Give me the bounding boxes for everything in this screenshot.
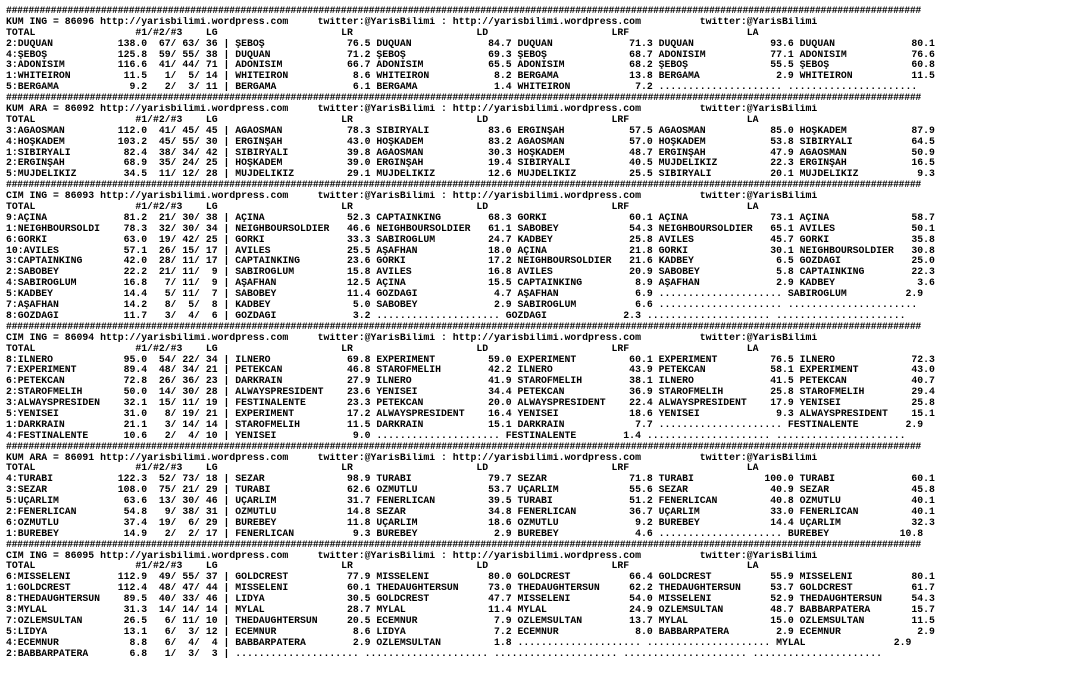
horse-row: 8:THEDAUGHTERSUN 89.5 40/ 33/ 46 | LİDYA 30.5 GOLDCREST 47.7 MISSELENI 54.0 MISSELENI 52.9 THEDAUGHTERSUN 54.3: [6, 594, 935, 605]
horse-row: 3:AĞAOSMAN 112.0 41/ 45/ 45 | AĞAOSMAN 78.3 SİBİRYALI 83.6 ERGİNŞAH 57.5 AĞAOSMAN 85.0 HOŞKADEM 87.9: [6, 125, 935, 136]
horse-row: 6:GÖRKİ 63.0 19/ 42/ 25 | GÖRKİ 33.3 SABIROĞLUM 24.7 KADBEY 25.8 AVILES 45.7 GÖRKİ 35.8: [6, 234, 935, 245]
column-headers: TOTAL #1/#2/#3 LG LR LD LRF LA: [6, 114, 759, 125]
horse-row: 5:BERGAMA 9.2 2/ 3/ 11 | BERGAMA 6.1 BERGAMA 1.4 WHITEIRON 7.2 ..................... ......................: [6, 82, 918, 93]
horse-row: 2:DUQUAN 138.0 67/ 63/ 36 | ŞEBOŞ 76.5 DUQUAN 84.7 DUQUAN 71.3 DUQUAN 93.6 DUQUAN 80.1: [6, 38, 935, 49]
horse-row: 1:SİBİRYALI 82.4 38/ 34/ 42 | SİBİRYALI 39.8 AĞAOSMAN 30.3 HOŞKADEM 48.7 ERGİNŞAH 47.9 AĞAOSMAN 50.9: [6, 147, 935, 158]
horse-row: 4:SABIROĞLUM 16.8 7/ 11/ 9 | AŞAFHAN 12.5 AÇINA 15.5 CAPTAINKING 8.9 AŞAFHAN 2.9 KADBEY 3.6: [6, 278, 935, 289]
horse-row: 2:BABBARPATERA 6.8 1/ 3/ 3 | ..................... ..................... ..................... ..................... ......................: [6, 648, 882, 659]
horse-row: 1:WHITEIRON 11.5 1/ 5/ 14 | WHITEIRON 8.6 WHITEIRON 8.2 BERGAMA 13.8 BERGAMA 2.9 WHITEIRON 11.5: [6, 71, 935, 82]
horse-row: 3:ALWAYSPRESIDEN 32.1 15/ 11/ 19 | FESTINALENTE 23.3 PETEKCAN 20.0 ALWAYSPRESIDENT 22.4 ALWAYSPRESIDENT 17.9 YENİSEİ 25.8: [6, 398, 935, 409]
race-report-sheet: [6, 6, 1071, 659]
horse-row: 8:GÖZDAĞI 11.7 3/ 4/ 6 | GÖZDAĞI 3.2 ..................... GÖZDAĞI 2.3 ..................... ......................: [6, 310, 906, 321]
race-header: CIM ING = 86093 http://yarisbilimi.wordpress.com twitter:@YarisBilimi : http://yarisbilimi.wordpress.com twitter:@YarisBilimi: [6, 191, 818, 202]
column-headers: TOTAL #1/#2/#3 LG LR LD LRF LA: [6, 343, 759, 354]
horse-row: 5:LİDYA 13.1 6/ 3/ 12 | ECEMNUR 8.6 LİDYA 7.2 ECEMNUR 8.0 BABBARPATERA 2.9 ECEMNUR 2.9: [6, 626, 935, 637]
horse-row: 6:ÖZMUTLU 37.4 19/ 6/ 29 | BÜREBEY 11.8 UÇARLIM 18.6 ÖZMUTLU 9.2 BÜREBEY 14.4 UÇARLIM 32.3: [6, 517, 935, 528]
horse-row: 5:UÇARLIM 63.6 13/ 30/ 46 | UÇARLIM 31.7 FENERLİCAN 39.5 TURABİ 51.2 FENERLİCAN 40.8 ÖZMUTLU 40.1: [6, 496, 935, 507]
horse-row: 2:STAROFMELİH 50.0 14/ 30/ 28 | ALWAYSPRESIDENT 23.6 YENİSEİ 34.4 PETEKCAN 36.9 STAROFMELİH 25.8 STAROFMELİH 29.4: [6, 387, 935, 398]
horse-row: 7:EXPERIMENT 89.4 48/ 34/ 21 | PETEKCAN 46.8 STAROFMELİH 42.2 ILNERO 43.9 PETEKCAN 58.1 EXPERIMENT 43.0: [6, 365, 935, 376]
horse-row: 4:ŞEBOŞ 125.8 59/ 55/ 38 | DUQUAN 71.2 ŞEBOŞ 69.3 ŞEBOŞ 68.7 ADONİSİM 77.1 ADONİSİM 76.6: [6, 49, 935, 60]
horse-row: 6:MISSELENI 112.9 49/ 55/ 37 | GOLDCREST 77.9 MISSELENI 80.0 GOLDCREST 66.4 GOLDCREST 55.9 MISSELENI 80.1: [6, 572, 935, 583]
horse-row: 6:PETEKCAN 72.8 26/ 36/ 23 | DARKRAIN 27.9 ILNERO 41.9 STAROFMELİH 38.1 ILNERO 41.5 PETEKCAN 40.7: [6, 376, 935, 387]
horse-row: 1:NEIGHBOURSOLDI 78.3 32/ 30/ 34 | NEIGHBOURSOLDIER 46.6 NEIGHBOURSOLDIER 61.1 SABOBEY 54.3 NEIGHBOURSOLDIER 65.1 AVILES 50.1: [6, 223, 935, 234]
column-headers: TOTAL #1/#2/#3 LG LR LD LRF LA: [6, 202, 759, 213]
race-header: CIM ING = 86095 http://yarisbilimi.wordpress.com twitter:@YarisBilimi : http://yarisbilimi.wordpress.com twitter:@YarisBilimi: [6, 550, 818, 561]
horse-row: 4:ECEMNUR 8.8 6/ 4/ 4 | BABBARPATERA 2.9 ÖZLEMSULTAN 1.8 ..................... ..................... MYLAL 2.9: [6, 637, 912, 648]
horse-row: 2:SABOBEY 22.2 21/ 11/ 9 | SABIROĞLUM 15.8 AVILES 16.8 AVILES 20.9 SABOBEY 5.8 CAPTAINKING 22.3: [6, 267, 935, 278]
horse-row: 2:FENERLİCAN 54.8 9/ 38/ 31 | ÖZMUTLU 14.8 SEZAR 34.8 FENERLİCAN 36.7 UÇARLIM 33.0 FENERLİCAN 40.1: [6, 506, 935, 517]
horse-row: 8:ILNERO 95.0 54/ 22/ 34 | ILNERO 69.8 EXPERIMENT 59.0 EXPERIMENT 60.1 EXPERIMENT 76.5 ILNERO 72.3: [6, 354, 935, 365]
horse-row: 5:KADBEY 14.4 5/ 11/ 7 | SABOBEY 11.4 GÖZDAĞI 4.7 AŞAFHAN 6.9 ..................... SABIROĞLUM 2.9: [6, 289, 924, 300]
horse-row: 4:FESTINALENTE 10.6 2/ 4/ 10 | YENİSEİ 9.0 ..................... FESTINALENTE 1.4 ..................... ......................: [6, 430, 906, 441]
horse-row: 9:AÇINA 81.2 21/ 30/ 38 | AÇINA 52.3 CAPTAINKING 68.3 GÖRKİ 60.1 AÇINA 73.1 AÇINA 58.7: [6, 212, 935, 223]
horse-row: 7:ÖZLEMSULTAN 26.5 6/ 11/ 10 | THEDAUGHTERSUN 20.5 ECEMNUR 7.9 ÖZLEMSULTAN 13.7 MYLAL 15.0 ÖZLEMSULTAN 11.5: [6, 615, 935, 626]
separator-line: ####################################################################################################################################################################: [6, 539, 921, 550]
separator-line: ####################################################################################################################################################################: [6, 180, 921, 191]
horse-row: 1:DARKRAIN 21.1 3/ 14/ 14 | STAROFMELİH 11.5 DARKRAIN 15.1 DARKRAIN 7.7 ..................... FESTINALENTE 2.9: [6, 419, 924, 430]
race-header: KUM ING = 86096 http://yarisbilimi.wordpress.com twitter:@YarisBilimi : http://yarisbilimi.wordpress.com twitter:@YarisBilimi: [6, 16, 818, 27]
horse-row: 3:CAPTAINKING 42.0 28/ 11/ 17 | CAPTAINKING 23.6 GÖRKİ 17.2 NEIGHBOURSOLDIER 21.6 KADBEY 6.5 GÖZDAĞI 25.0: [6, 256, 935, 267]
horse-row: 3:SEZAR 108.0 75/ 21/ 29 | TURABİ 62.6 ÖZMUTLU 53.7 UÇARLIM 55.6 SEZAR 40.9 SEZAR 45.8: [6, 485, 935, 496]
race-header: KUM ARA = 86092 http://yarisbilimi.wordpress.com twitter:@YarisBilimi : http://yarisbilimi.wordpress.com twitter:@YarisBilimi: [6, 104, 818, 115]
separator-line: ####################################################################################################################################################################: [6, 6, 921, 16]
race-header: KUM ARA = 86091 http://yarisbilimi.wordpress.com twitter:@YarisBilimi : http://yarisbilimi.wordpress.com twitter:@YarisBilimi: [6, 452, 818, 463]
horse-row: 7:AŞAFHAN 14.2 8/ 5/ 8 | KADBEY 5.0 SABOBEY 2.9 SABIROĞLUM 6.6 ..................... ......................: [6, 300, 918, 311]
column-headers: TOTAL #1/#2/#3 LG LR LD LRF LA: [6, 463, 759, 474]
column-headers: TOTAL #1/#2/#3 LG LR LD LRF LA: [6, 561, 759, 572]
horse-row: 4:TURABİ 122.3 52/ 73/ 18 | SEZAR 98.9 TURABİ 79.7 SEZAR 71.8 TURABİ 100.0 TURABİ 60.1: [6, 474, 935, 485]
horse-row: 4:HOŞKADEM 103.2 45/ 55/ 30 | ERGİNŞAH 43.0 HOŞKADEM 83.2 AĞAOSMAN 57.0 HOŞKADEM 53.8 SİBİRYALI 64.5: [6, 136, 935, 147]
column-headers: TOTAL #1/#2/#3 LG LR LD LRF LA: [6, 27, 759, 38]
horse-row: 1:GOLDCREST 112.4 48/ 47/ 44 | MISSELENI 60.1 THEDAUGHTERSUN 73.0 THEDAUGHTERSUN 62.2 THEDAUGHTERSUN 53.7 GOLDCREST 61.7: [6, 583, 935, 594]
race-header: CIM ING = 86094 http://yarisbilimi.wordpress.com twitter:@YarisBilimi : http://yarisbilimi.wordpress.com twitter:@YarisBilimi: [6, 332, 818, 343]
separator-line: ####################################################################################################################################################################: [6, 321, 921, 332]
horse-row: 1:BÜREBEY 14.9 2/ 2/ 17 | FENERLİCAN 9.3 BÜREBEY 2.9 BÜREBEY 4.6 ..................... BÜREBEY 10.8: [6, 528, 924, 539]
horse-row: 5:YENİSEİ 31.0 8/ 19/ 21 | EXPERIMENT 17.2 ALWAYSPRESIDENT 16.4 YENİSEİ 18.6 YENİSEİ 9.3 ALWAYSPRESIDENT 15.1: [6, 408, 935, 419]
separator-line: ####################################################################################################################################################################: [6, 93, 921, 104]
horse-row: 5:MÜJDELİKIZ 34.5 11/ 12/ 28 | MÜJDELİKIZ 29.1 MÜJDELİKIZ 12.6 MÜJDELİKIZ 25.5 SİBİRYALI 20.1 MÜJDELİKIZ 9.3: [6, 169, 935, 180]
horse-row: 10:AVILES 57.1 26/ 15/ 17 | AVILES 25.5 AŞAFHAN 18.0 AÇINA 21.8 GÖRKİ 30.1 NEIGHBOURSOLDIER 30.8: [6, 245, 935, 256]
horse-row: 3:MYLAL 31.3 14/ 14/ 14 | MYLAL 28.7 MYLAL 11.4 MYLAL 24.9 ÖZLEMSULTAN 48.7 BABBARPATERA 15.7: [6, 604, 935, 615]
separator-line: ####################################################################################################################################################################: [6, 441, 921, 452]
horse-row: 2:ERGİNŞAH 68.9 35/ 24/ 25 | HOŞKADEM 39.0 ERGİNŞAH 19.4 SİBİRYALI 40.5 MÜJDELİKIZ 22.3 ERGİNŞAH 16.5: [6, 158, 935, 169]
horse-row: 3:ADONİSİM 116.6 41/ 44/ 71 | ADONİSİM 66.7 ADONİSİM 65.5 ADONİSİM 68.2 ŞEBOŞ 55.5 ŞEBOŞ 60.8: [6, 60, 935, 71]
